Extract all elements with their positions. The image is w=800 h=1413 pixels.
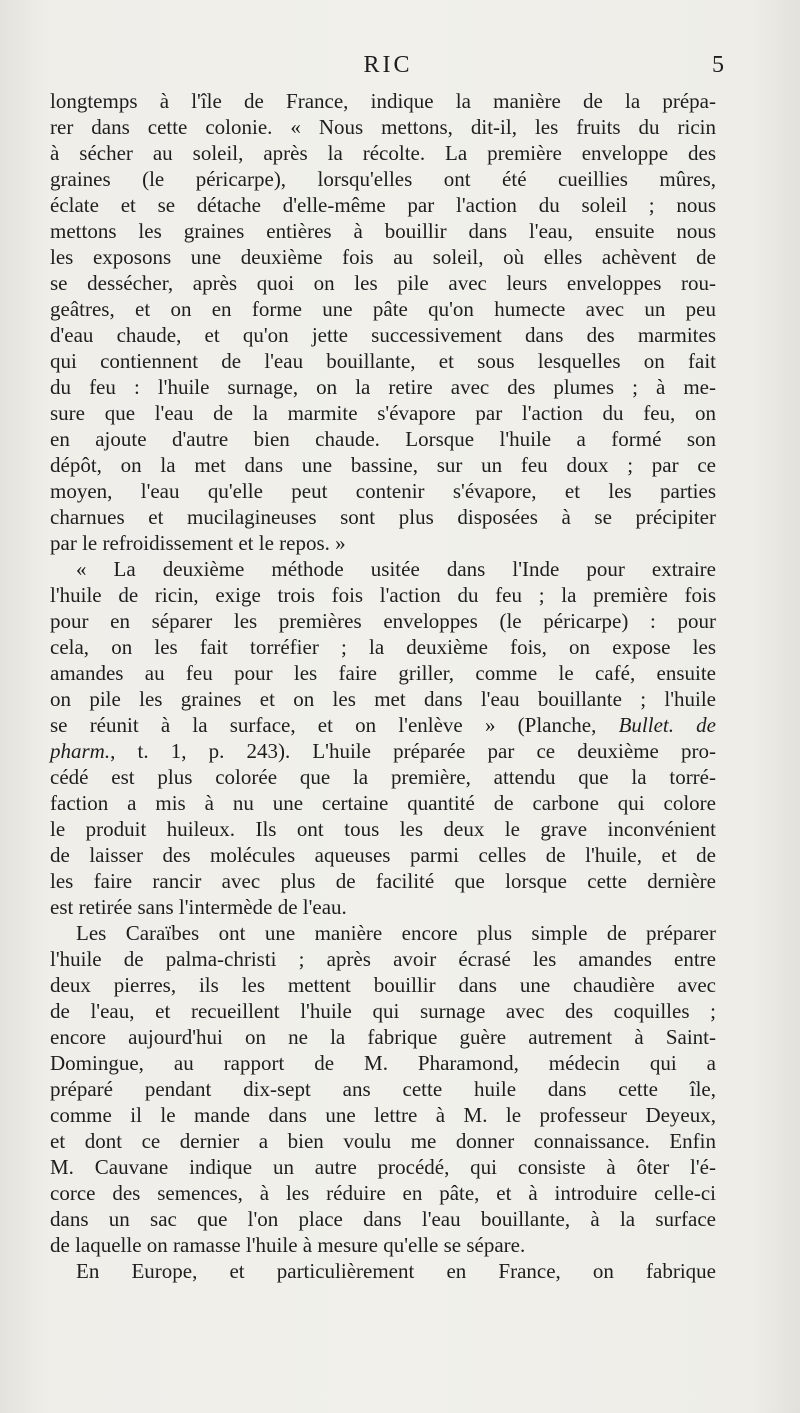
text-line: mettons les graines entières à bouillir dans l'eau, ensuite nous bbox=[50, 219, 716, 243]
text-line: l'huile de ricin, exige trois fois l'action du feu ; la première fois bbox=[50, 583, 716, 607]
text-line: éclate et se détache d'elle-même par l'action du soleil ; nous bbox=[50, 193, 716, 217]
text-line: amandes au feu pour les faire griller, comme le café, ensuite bbox=[50, 661, 716, 685]
text-fragment: , t. 1, p. 243). L'huile préparée par ce deuxième pro- bbox=[110, 739, 716, 763]
text-line: cela, on les fait torréfier ; la deuxième fois, on expose les bbox=[50, 635, 716, 659]
text-line: de l'eau, et recueillent l'huile qui surnage avec des coquilles ; bbox=[50, 999, 716, 1023]
text-line: d'eau chaude, et qu'on jette successivement dans des marmites bbox=[50, 323, 716, 347]
text-line: se dessécher, après quoi on les pile avec leurs enveloppes rou- bbox=[50, 271, 716, 295]
page-number: 5 bbox=[712, 52, 724, 78]
text-line: on pile les graines et on les met dans l'eau bouillante ; l'huile bbox=[50, 687, 716, 711]
text-line: rer dans cette colonie. « Nous mettons, dit-il, les fruits du ricin bbox=[50, 115, 716, 139]
text-line: et dont ce dernier a bien voulu me donner connaissance. Enfin bbox=[50, 1129, 716, 1153]
text-line: par le refroidissement et le repos. » bbox=[50, 531, 346, 555]
text-line-with-reference bbox=[50, 712, 716, 738]
text-line: moyen, l'eau qu'elle peut contenir s'évapore, et les parties bbox=[50, 479, 716, 503]
text-line: graines (le péricarpe), lorsqu'elles ont été cueillies mûres, bbox=[50, 167, 716, 191]
text-line: de laquelle on ramasse l'huile à mesure qu'elle se sépare. bbox=[50, 1233, 526, 1257]
text-line: corce des semences, à les réduire en pâte, et à introduire celle-ci bbox=[50, 1181, 716, 1205]
text-line: longtemps à l'île de France, indique la manière de la prépa- bbox=[50, 89, 716, 113]
text-line: à sécher au soleil, après la récolte. La première enveloppe des bbox=[50, 141, 716, 165]
text-line: l'huile de palma-christi ; après avoir écrasé les amandes entre bbox=[50, 947, 716, 971]
citation-title: Bullet. de bbox=[618, 713, 716, 737]
text-line-with-reference bbox=[50, 738, 716, 764]
text-line: Domingue, au rapport de M. Pharamond, médecin qui a bbox=[50, 1051, 716, 1075]
text-line: les exposons une deuxième fois au soleil, où elles achèvent de bbox=[50, 245, 716, 269]
text-line: deux pierres, ils les mettent bouillir dans une chaudière avec bbox=[50, 973, 716, 997]
text-line: charnues et mucilagineuses sont plus disposées à se précipiter bbox=[50, 505, 716, 529]
paragraph-1 bbox=[50, 88, 716, 556]
text-fragment: se réunit à la surface, et on l'enlève » (Planche, bbox=[50, 713, 597, 737]
text-line: sure que l'eau de la marmite s'évapore par l'action du feu, on bbox=[50, 401, 716, 425]
paragraph-2 bbox=[50, 556, 716, 920]
text-line: préparé pendant dix-sept ans cette huile dans cette île, bbox=[50, 1077, 716, 1101]
text-line: cédé est plus colorée que la première, attendu que la torré- bbox=[50, 765, 716, 789]
text-line: pour en séparer les premières enveloppes (le péricarpe) : pour bbox=[50, 609, 716, 633]
text-line: M. Cauvane indique un autre procédé, qui consiste à ôter l'é- bbox=[50, 1155, 716, 1179]
running-head bbox=[52, 52, 724, 88]
citation-title: pharm. bbox=[50, 739, 111, 763]
text-line: de laisser des molécules aqueuses parmi celles de l'huile, et de bbox=[50, 843, 716, 867]
text-line: qui contiennent de l'eau bouillante, et sous lesquelles on fait bbox=[50, 349, 716, 373]
text-line: En Europe, et particulièrement en France, on fabrique bbox=[76, 1259, 716, 1283]
text-line: dépôt, on la met dans une bassine, sur un feu doux ; par ce bbox=[50, 453, 716, 477]
text-line: les faire rancir avec plus de facilité que lorsque cette dernière bbox=[50, 869, 716, 893]
text-line: encore aujourd'hui on ne la fabrique guère autrement à Saint- bbox=[50, 1025, 716, 1049]
text-line: le produit huileux. Ils ont tous les deux le grave inconvénient bbox=[50, 817, 716, 841]
body-text bbox=[50, 88, 716, 1284]
text-line: Les Caraïbes ont une manière encore plus simple de préparer bbox=[76, 921, 716, 945]
text-line: geâtres, et on en forme une pâte qu'on humecte avec un peu bbox=[50, 297, 716, 321]
paragraph-4 bbox=[50, 1258, 716, 1284]
text-line: en ajoute d'autre bien chaude. Lorsque l'huile a formé son bbox=[50, 427, 716, 451]
text-line: faction a mis à nu une certaine quantité de carbone qui colore bbox=[50, 791, 716, 815]
text-line: est retirée sans l'intermède de l'eau. bbox=[50, 895, 347, 919]
paragraph-3 bbox=[50, 920, 716, 1258]
text-line: du feu : l'huile surnage, on la retire avec des plumes ; à me- bbox=[50, 375, 716, 399]
text-line: dans un sac que l'on place dans l'eau bouillante, à la surface bbox=[50, 1207, 716, 1231]
text-line: « La deuxième méthode usitée dans l'Inde pour extraire bbox=[76, 557, 716, 581]
running-title: RIC bbox=[363, 52, 413, 78]
text-line: comme il le mande dans une lettre à M. le professeur Deyeux, bbox=[50, 1103, 716, 1127]
